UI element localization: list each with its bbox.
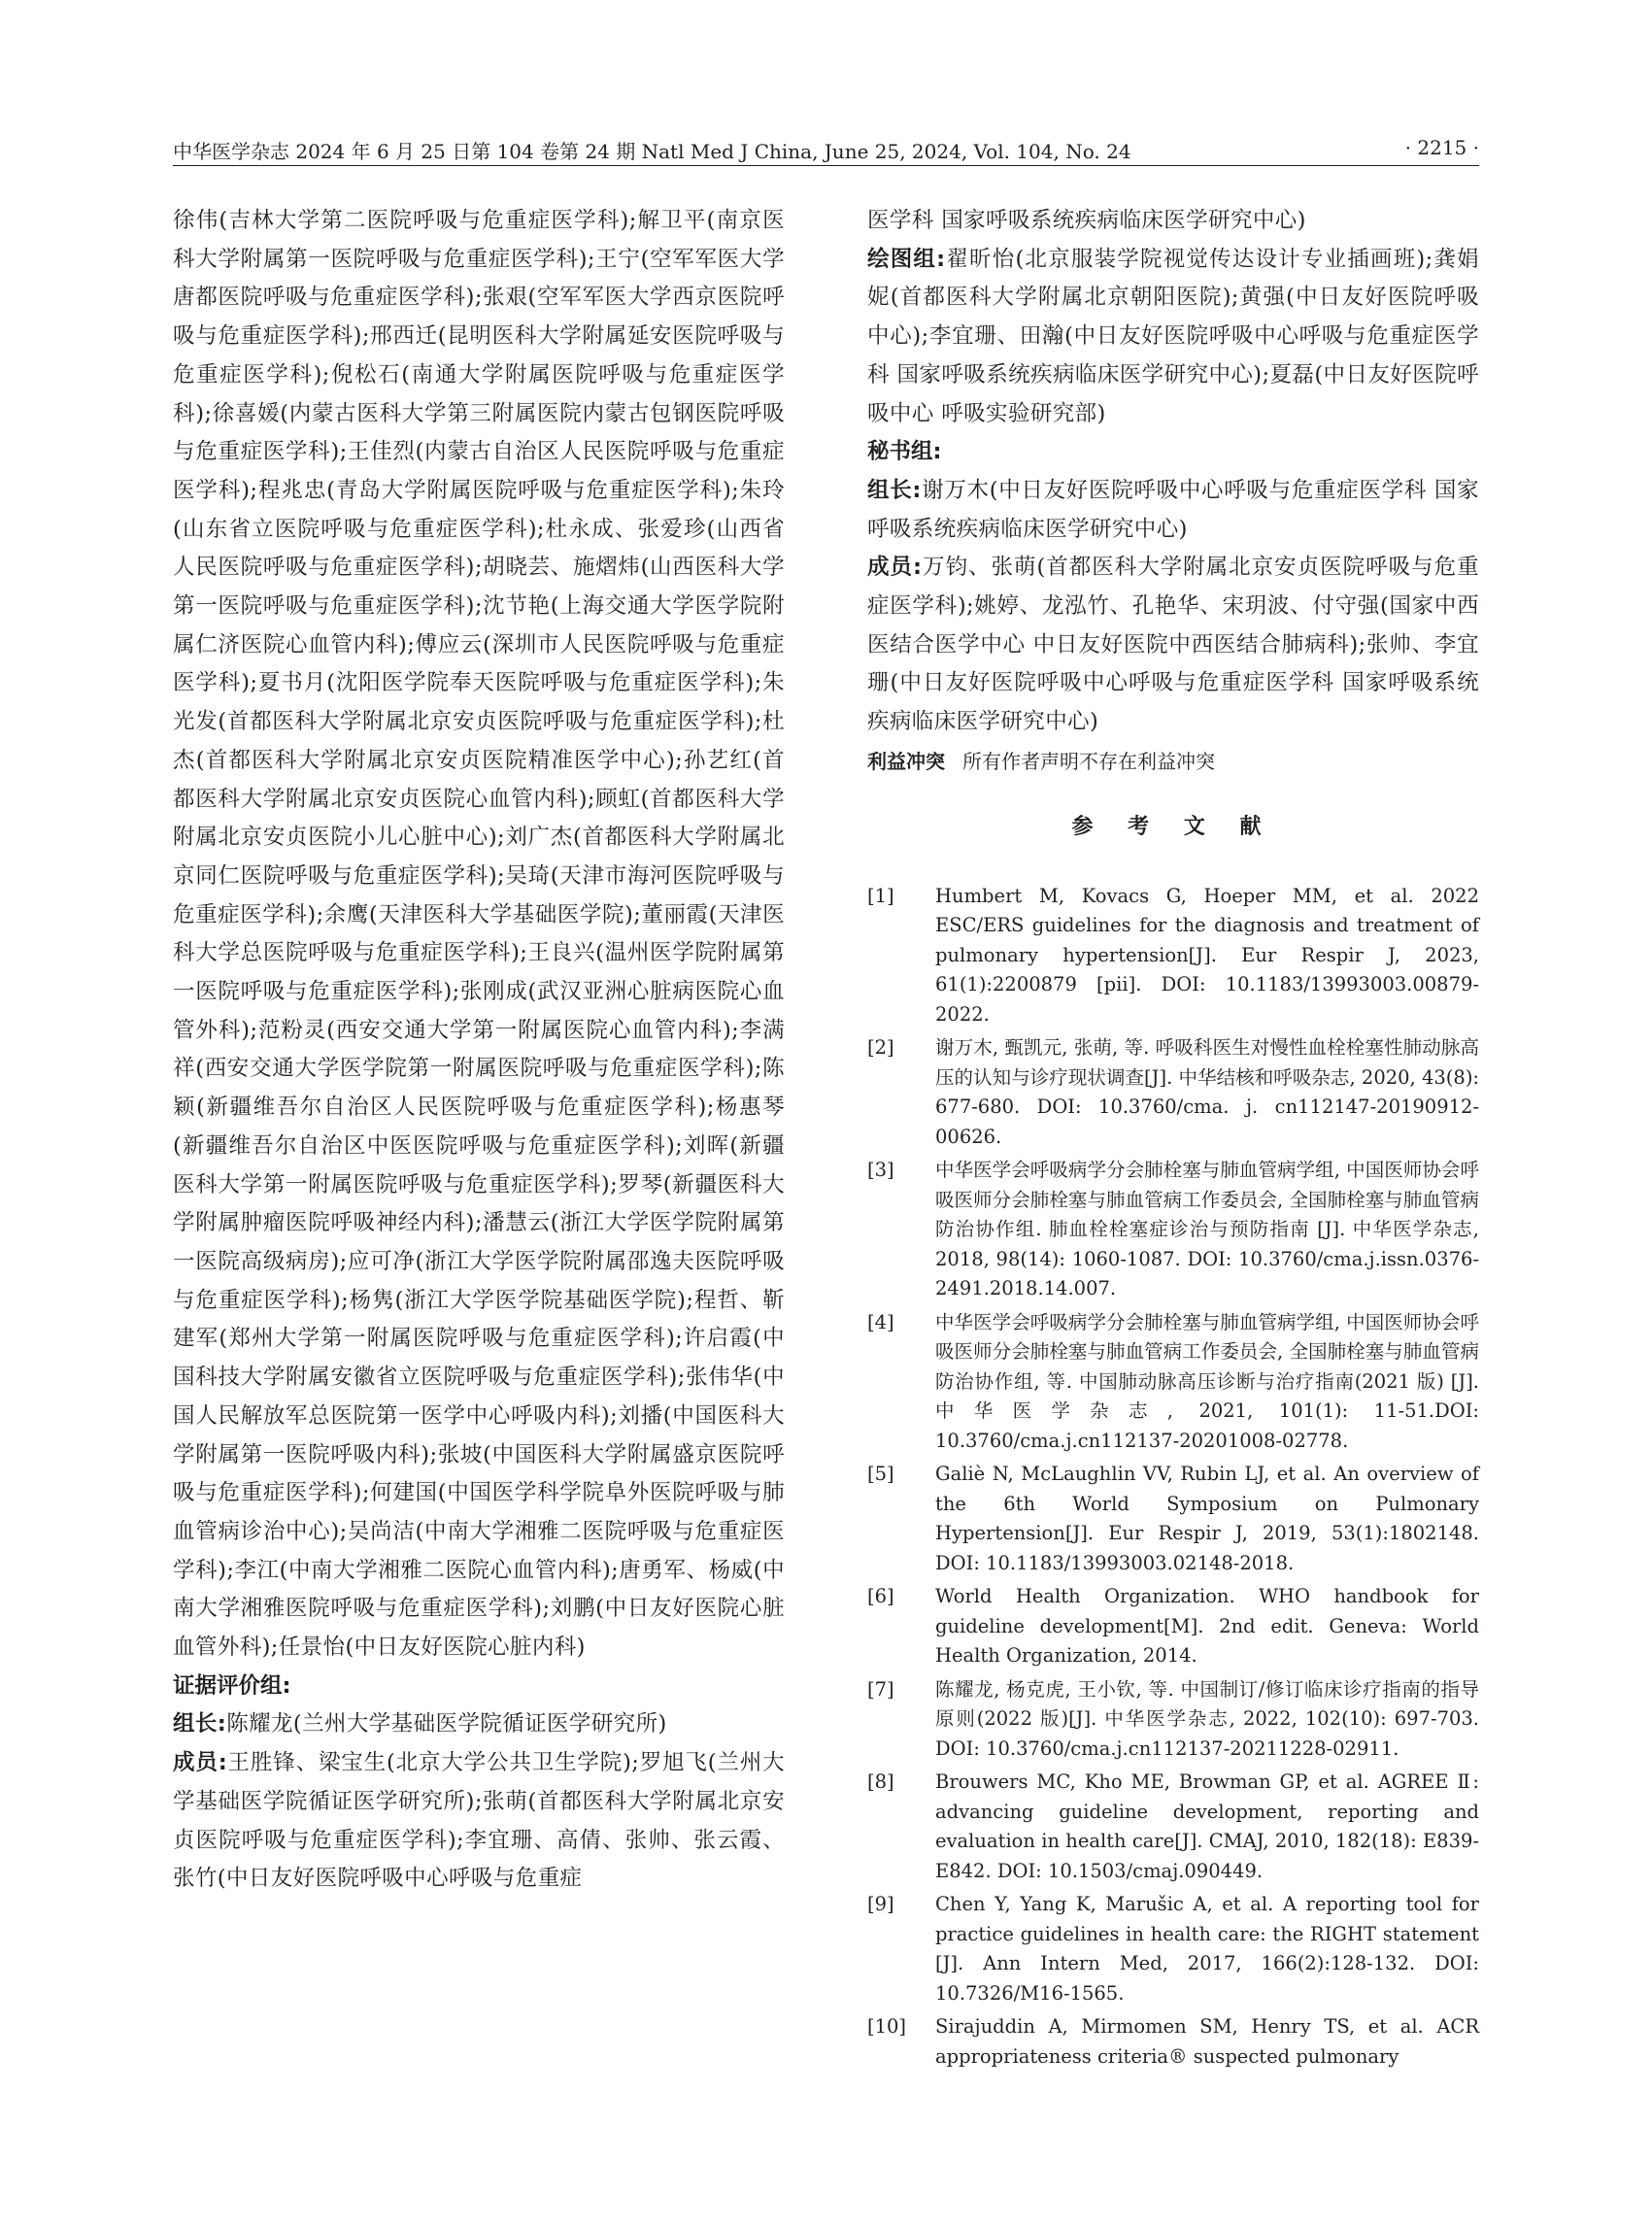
page-number: · 2215 · <box>1404 136 1479 159</box>
drawing-group-text: 翟昕怡(北京服装学院视觉传达设计专业插画班);龚娟妮(首都医科大学附属北京朝阳医院);黄强(中日友好医院呼吸中心);李宜珊、田瀚(中日友好医院呼吸中心呼吸与危重症医学科 国家呼吸系统疾病临床医学研究中心);夏磊(中日友好医院呼吸中心 呼吸实验研究部) <box>867 246 1479 426</box>
reference-number: [9] <box>867 1893 894 1916</box>
members-text: 王胜锋、梁宝生(北京大学公共卫生学院);罗旭飞(兰州大学基础医学院循证医学研究所);张萌(首都医科大学附属北京安贞医院呼吸与危重症医学科);李宜珊、高倩、张帅、张云霞、张竹(中日友好医院呼吸中心呼吸与危重症 <box>173 1750 786 1892</box>
drawing-group <box>867 241 1479 434</box>
reference-number: [10] <box>867 2015 907 2039</box>
references-heading: 参 考 文 献 <box>1071 814 1275 839</box>
reference-number: [7] <box>867 1677 894 1701</box>
reference-item <box>867 1768 1479 1886</box>
reference-text: Chen Y, Yang K, Marušic A, et al. A reporting tool for practice guidelines in health care: the RIGHT statement [J]. Ann Intern Med, 2017, 166(2):128-132. DOI: 10.7326/M16-1565. <box>935 1893 1479 2005</box>
reference-text: Humbert M, Kovacs G, Hoeper MM, et al. 2022 ESC/ERS guidelines for the diagnosis and treatment of pulmonary hypertension[J]. Eur Respir J, 2023, 61(1):2200879 [pii]. DOI: 10.1183/13993003.00879-2022. <box>935 884 1479 1026</box>
reference-item <box>867 1582 1479 1671</box>
reference-text: 陈耀龙, 杨克虎, 王小钦, 等. 中国制订/修订临床诊疗指南的指导原则(2022 版)[J]. 中华医学杂志, 2022, 102(10): 697-703. DOI: 10.3760/cma.j.cn112137-20211228-02911. <box>935 1677 1479 1760</box>
reference-item <box>867 882 1479 1030</box>
reference-text: World Health Organization. WHO handbook for guideline development[M]. 2nd edit. Geneva: World Health Organization, 2014. <box>935 1585 1479 1668</box>
reference-item <box>867 1460 1479 1578</box>
reference-text: Galiè N, McLaughlin VV, Rubin LJ, et al. An overview of the 6th World Symposium on Pulmonary Hypertension[J]. Eur Respir J, 2019, 53(1):1802148. DOI: 10.1183/13993003.02148-2018. <box>935 1463 1479 1574</box>
reference-item <box>867 2012 1479 2072</box>
conflict-of-interest <box>867 742 1479 781</box>
author-affiliations: 徐伟(吉林大学第二医院呼吸与危重症医学科);解卫平(南京医科大学附属第一医院呼吸与危重症医学科);王宁(空军军医大学唐都医院呼吸与危重症医学科);张艰(空军军医大学西京医院呼吸与危重症医学科);邢西迁(昆明医科大学附属延安医院呼吸与危重症医学科);倪松石(南通大学附属医院呼吸与危重症医学科);徐喜媛(内蒙古医科大学第三附属医院内蒙古包钢医院呼吸与危重症医学科);王佳烈(内蒙古自治区人民医院呼吸与危重症医学科);程兆忠(青岛大学附属医院呼吸与危重症医学科);朱玲(山东省立医院呼吸与危重症医学科);杜永成、张爱珍(山西省人民医院呼吸与危重症医学科);胡晓芸、施熠炜(山西医科大学第一医院呼吸与危重症医学科);沈节艳(上海交通大学医学院附属仁济医院心血管内科);傅应云(深圳市人民医院呼吸与危重症医学科);夏书月(沈阳医学院奉天医院呼吸与危重症医学科);朱光发(首都医科大学附属北京安贞医院呼吸与危重症医学科);杜杰(首都医科大学附属北京安贞医院精准医学中心);孙艺红(首都医科大学附属北京安贞医院心血管内科);顾虹(首都医科大学附属北京安贞医院小儿心脏中心);刘广杰(首都医科大学附属北京同仁医院呼吸与危重症医学科);吴琦(天津市海河医院呼吸与危重症医学科);余鹰(天津医科大学基础医学院);董丽霞(天津医科大学总医院呼吸与危重症医学科);王良兴(温州医学院附属第一医院呼吸与危重症医学科);张刚成(武汉亚洲心脏病医院心血管外科);范粉灵(西安交通大学第一附属医院心血管内科);李满祥(西安交通大学医学院第一附属医院呼吸与危重症医学科);陈颖(新疆维吾尔自治区人民医院呼吸与危重症医学科);杨惠琴(新疆维吾尔自治区中医医院呼吸与危重症医学科);刘晖(新疆医科大学第一附属医院呼吸与危重症医学科);罗琴(新疆医科大学附属肿瘤医院呼吸神经内科);潘慧云(浙江大学医学院附属第一医院高级病房);应可净(浙江大学医学院附属邵逸夫医院呼吸与危重症医学科);杨隽(浙江大学医学院基础医学院);程哲、靳建军(郑州大学第一附属医院呼吸与危重症医学科);许启霞(中国科技大学附属安徽省立医院呼吸与危重症医学科);张伟华(中国人民解放军总医院第一医学中心呼吸内科);刘播(中国医科大学附属第一医院呼吸内科);张坡(中国医科大学附属盛京医院呼吸与危重症医学科);何建国(中国医学科学院阜外医院呼吸与肺血管病诊治中心);吴尚洁(中南大学湘雅二医院呼吸与危重症医学科);李江(中南大学湘雅二医院心血管内科);唐勇军、杨威(中南大学湘雅医院呼吸与危重症医学科);刘鹏(中日友好医院心脏血管外科);任景怡(中日友好医院心脏内科) <box>173 208 785 1661</box>
reference-item <box>867 1890 1479 2008</box>
secretary-group-leader <box>867 472 1479 549</box>
members-label: 成员: <box>173 1750 228 1776</box>
reference-item <box>867 1675 1479 1765</box>
left-column <box>173 202 785 1899</box>
sec-leader-text: 谢万木(中日友好医院呼吸中心呼吸与危重症医学科 国家呼吸系统疾病临床医学研究中心) <box>867 477 1479 542</box>
sec-members-text: 万钧、张萌(首都医科大学附属北京安贞医院呼吸与危重症医学科);姚婷、龙泓竹、孔艳华、宋玥波、付守强(国家中西医结合医学中心 中日友好医院中西医结合肺病科);张帅、李宜珊(中日友好医院呼吸中心呼吸与危重症医学科 国家呼吸系统疾病临床医学研究中心) <box>867 555 1479 735</box>
right-column <box>867 202 1479 2075</box>
drawing-group-label: 绘图组: <box>867 246 946 272</box>
reference-text: 中华医学会呼吸病学分会肺栓塞与肺血管病学组, 中国医师协会呼吸医师分会肺栓塞与肺血管病工作委员会, 全国肺栓塞与肺血管病防治协作组. 肺血栓栓塞症诊治与预防指南 [J]. 中华医学杂志, 2018, 98(14): 1060-1087. DOI: 10.3760/cma.j.issn.0376-2491.2018.14.007. <box>935 1159 1479 1300</box>
secretary-group-title: 秘书组: <box>867 439 942 465</box>
journal-citation: 中华医学杂志 2024 年 6 月 25 日第 104 卷第 24 期 Natl Med J China, June 25, 2024, Vol. 104, No. 24 <box>173 140 1131 163</box>
evidence-group-title: 证据评价组: <box>173 1672 291 1699</box>
reference-text: Brouwers MC, Kho ME, Browman GP, et al. AGREE Ⅱ: advancing guideline development, reporting and evaluation in health care[J]. CMAJ, 2010, 182(18): E839-E842. DOI: 10.1503/cmaj.090449. <box>935 1770 1479 1882</box>
reference-number: [4] <box>867 1310 894 1333</box>
reference-number: [3] <box>867 1159 894 1182</box>
conflict-text: 所有作者声明不存在利益冲突 <box>962 749 1215 773</box>
sec-leader-label: 组长: <box>867 477 922 503</box>
secretary-group-members <box>867 549 1479 742</box>
running-header <box>173 136 1479 166</box>
reference-item <box>867 1156 1479 1304</box>
reference-item <box>867 1033 1479 1152</box>
conflict-label: 利益冲突 <box>867 749 945 773</box>
leader-text: 陈耀龙(兰州大学基础医学院循证医学研究所) <box>226 1711 667 1737</box>
reference-text: Sirajuddin A, Mirmomen SM, Henry TS, et al. ACR appropriateness criteria® suspected pulmonary <box>935 2015 1479 2068</box>
reference-text: 谢万木, 甄凯元, 张萌, 等. 呼吸科医生对慢性血栓栓塞性肺动脉高压的认知与诊疗现状调查[J]. 中华结核和呼吸杂志, 2020, 43(8): 677-680. DOI: 10.3760/cma. j. cn112147-20190912-00626. <box>935 1036 1479 1148</box>
continued-affiliation: 医学科 国家呼吸系统疾病临床医学研究中心) <box>867 208 1306 233</box>
reference-list <box>867 882 1479 2073</box>
reference-text: 中华医学会呼吸病学分会肺栓塞与肺血管病学组, 中国医师协会呼吸医师分会肺栓塞与肺血管病工作委员会, 全国肺栓塞与肺血管病防治协作组, 等. 中国肺动脉高压诊断与治疗指南(2021 版) [J]. 中华医学杂志, 2021, 101(1): 11-51.DOI: 10.3760/cma.j.cn112137-20201008-02778. <box>935 1310 1479 1452</box>
reference-item <box>867 1308 1479 1457</box>
reference-number: [8] <box>867 1770 894 1794</box>
reference-number: [1] <box>867 884 894 907</box>
evidence-group-leader <box>173 1705 785 1744</box>
reference-number: [5] <box>867 1463 894 1486</box>
sec-members-label: 成员: <box>867 555 923 581</box>
reference-number: [2] <box>867 1036 894 1060</box>
reference-number: [6] <box>867 1585 894 1608</box>
leader-label: 组长: <box>173 1711 227 1737</box>
evidence-group-members <box>173 1744 785 1899</box>
